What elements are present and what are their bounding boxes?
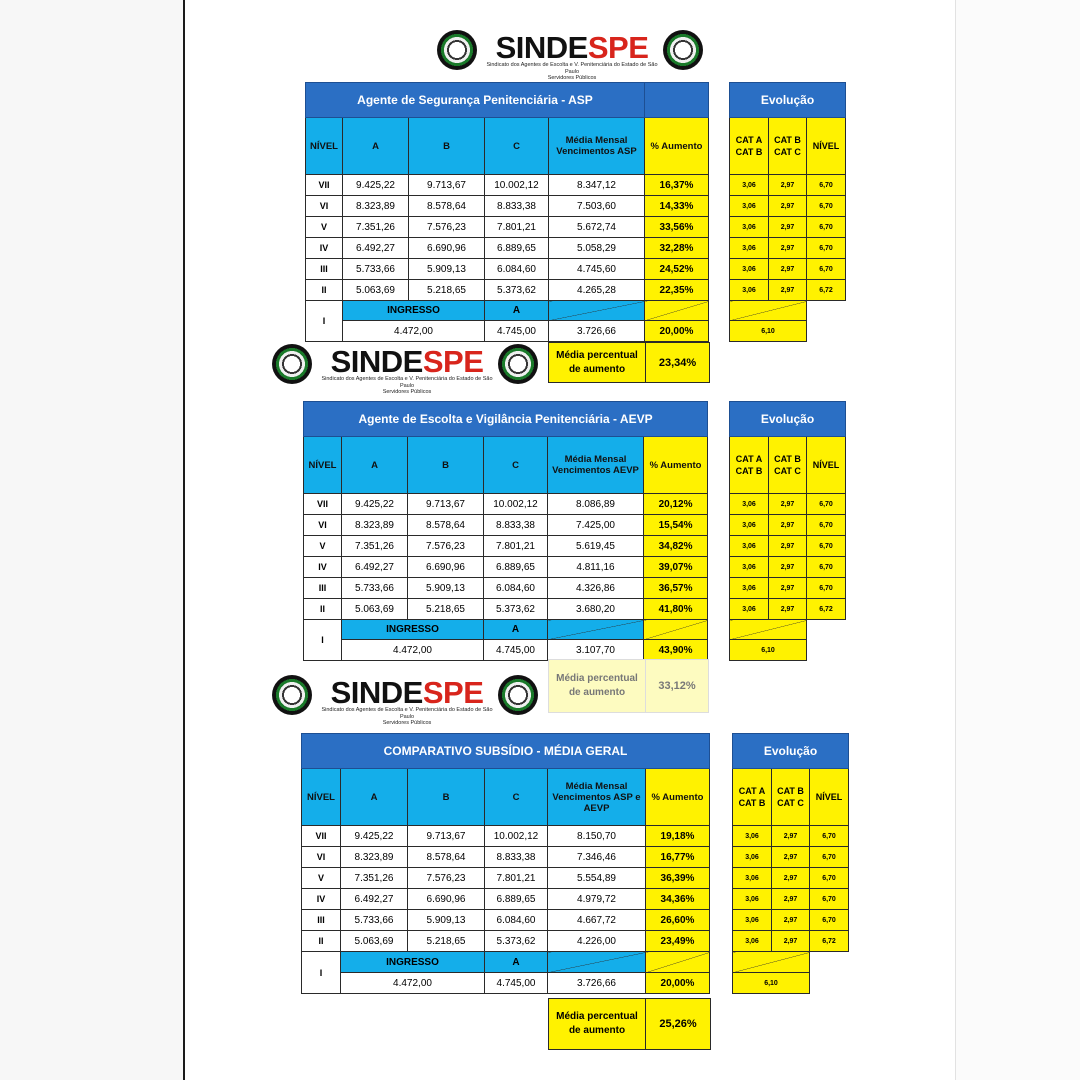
table-cell: I [302,952,341,994]
col-a-header: A [343,118,409,175]
table-title: Agente de Segurança Penitenciária - ASP [306,83,645,118]
table-cell: 4.745,00 [484,640,548,661]
table-header-cell: Evolução [733,734,849,769]
table-cell: 2,97 [769,515,807,536]
evolucao-table [729,401,846,661]
table-cell: V [306,217,343,238]
table-row [306,175,709,196]
table-cell: 6,70 [807,578,846,599]
table-row [304,494,708,515]
media-percentual-box: Média percentual de aumento 25,26% [548,998,711,1050]
table-cell: 6.084,60 [484,578,548,599]
table-header-cell: CAT A CAT B [730,118,769,175]
table-cell: 3,06 [730,217,769,238]
table-cell: 2,97 [769,175,807,196]
table-cell: INGRESSO [341,952,485,973]
table-cell: 7.503,60 [549,196,645,217]
table-cell: 7.576,23 [408,868,485,889]
table-cell: 2,97 [769,494,807,515]
table-cell: VII [302,826,341,847]
table-header-cell: B [408,437,484,494]
table-cell: 2,97 [769,536,807,557]
table-cell: 6.492,27 [341,889,408,910]
table-cell [807,301,846,321]
table-cell [645,301,709,321]
table-cell: 3,06 [730,196,769,217]
sindespe-logo [272,675,542,726]
table-cell: 5.733,66 [341,910,408,931]
table-cell: 6,70 [807,536,846,557]
table-cell: 36,39% [646,868,710,889]
table-header-cell: % Aumento [646,769,710,826]
logo-brand: SINDESPE [330,675,484,710]
table-header-cell: A [341,769,408,826]
evolucao-table [732,733,849,994]
table-header-cell: CAT B CAT C [772,769,810,826]
table-cell: 33,56% [645,217,709,238]
table-cell: II [304,599,342,620]
table-row [306,280,709,301]
evolucao-table [729,82,846,342]
page-left-margin [0,0,185,1080]
table-cell: INGRESSO [343,301,485,321]
table-cell: 7.346,46 [548,847,646,868]
table-header-cell: NÍVEL [304,437,342,494]
table-row [304,599,708,620]
table-cell: 2,97 [772,910,810,931]
table-header-cell [645,83,709,118]
table-cell: 5.063,69 [343,280,409,301]
table-cell: II [306,280,343,301]
table-header-cell: Evolução [730,402,846,437]
table-cell: 6,72 [807,280,846,301]
table-cell: 5.058,29 [549,238,645,259]
union-seal-icon [663,30,703,70]
table-cell: 8.833,38 [485,847,548,868]
table-cell: 4.472,00 [342,640,484,661]
table-cell: 3,06 [730,238,769,259]
col-media-header: Média Mensal Vencimentos ASP [549,118,645,175]
table-row [304,536,708,557]
table-cell: 7.351,26 [341,868,408,889]
table-row [304,557,708,578]
table-cell: 5.909,13 [408,578,484,599]
table-cell: III [306,259,343,280]
asp-salary-table [305,82,709,342]
table-cell: 2,97 [772,889,810,910]
table-cell: VII [306,175,343,196]
table-cell: 2,97 [769,280,807,301]
table-cell: 5.063,69 [342,599,408,620]
table-cell: II [302,931,341,952]
table-cell [807,640,846,661]
page-right-margin [955,0,1080,1080]
table-cell: 3,06 [733,868,772,889]
table-cell: 32,28% [645,238,709,259]
table-cell [807,620,846,640]
table-cell: 16,77% [646,847,710,868]
col-media-header: Média Mensal Vencimentos ASP e AEVP [548,769,646,826]
table-cell: 6,70 [810,847,849,868]
table-cell: 6.492,27 [342,557,408,578]
table-cell: 6,70 [807,196,846,217]
table-cell: 7.425,00 [548,515,644,536]
table-cell: 3,06 [733,826,772,847]
table-cell: 4.326,86 [548,578,644,599]
table-cell: 8.323,89 [342,515,408,536]
table-cell: 6,70 [807,259,846,280]
table-cell: IV [306,238,343,259]
table-cell: VI [302,847,341,868]
state-seal-icon [272,344,312,384]
table-title: Agente de Escolta e Vigilância Penitenciária - AEVP [304,402,708,437]
table-cell: 3,06 [730,494,769,515]
table-cell [644,620,708,640]
table-row [304,515,708,536]
table-cell: 4.811,16 [548,557,644,578]
table-cell: 7.801,21 [485,868,548,889]
logo-subtitle: Sindicato dos Agentes de Escolta e V. Penitenciária do Estado de São Paulo Servidores Públicos [321,707,493,726]
table-cell: 8.150,70 [548,826,646,847]
table-header-cell: C [484,437,548,494]
table-cell: 9.425,22 [341,826,408,847]
media-percentual-box: Média percentual de aumento 23,34% [548,342,710,383]
table-cell: 4.226,00 [548,931,646,952]
table-header-cell: NÍVEL [807,118,846,175]
table-cell: 2,97 [769,217,807,238]
table-cell: 7.576,23 [408,536,484,557]
table-cell: V [304,536,342,557]
table-cell: 8.347,12 [549,175,645,196]
table-cell: 6,70 [807,515,846,536]
state-seal-icon [272,675,312,715]
table-cell: 4.745,00 [485,321,549,342]
table-cell: 6,70 [807,217,846,238]
aevp-salary-table [303,401,708,661]
table-cell: 5.373,62 [485,280,549,301]
table-cell: 5.218,65 [408,931,485,952]
table-cell: 3,06 [730,280,769,301]
table-cell: V [302,868,341,889]
table-cell: A [484,620,548,640]
table-cell: 4.979,72 [548,889,646,910]
col-b-header: B [409,118,485,175]
table-cell: 5.218,65 [408,599,484,620]
table-cell: 6,10 [733,973,810,994]
logo-brand: SINDESPE [495,30,649,65]
table-cell: 5.672,74 [549,217,645,238]
table-cell: 9.713,67 [409,175,485,196]
comparativo-table [301,733,710,994]
table-row [306,259,709,280]
table-cell: 9.713,67 [408,826,485,847]
ingresso-row [302,952,710,973]
ingresso-values-row [306,321,709,342]
col-media-header: Média Mensal Vencimentos AEVP [548,437,644,494]
table-cell: 6,70 [810,868,849,889]
table-cell [646,952,710,973]
table-cell: 15,54% [644,515,708,536]
table-cell: 6,70 [807,494,846,515]
table-cell: 8.323,89 [341,847,408,868]
table-cell: 39,07% [644,557,708,578]
table-cell: 3,06 [730,536,769,557]
table-cell: 8.578,64 [409,196,485,217]
table-header-cell: B [408,769,485,826]
table-cell: 7.576,23 [409,217,485,238]
table-cell: 9.425,22 [342,494,408,515]
table-row [302,910,710,931]
table-header-cell: C [485,769,548,826]
table-cell: 4.667,72 [548,910,646,931]
table-header-cell: CAT A CAT B [730,437,769,494]
table-cell: A [485,301,549,321]
table-header-cell: NÍVEL [810,769,849,826]
logo-brand: SINDESPE [330,344,484,379]
table-cell [730,301,807,321]
table-cell: 2,97 [772,868,810,889]
table-cell: 4.745,60 [549,259,645,280]
table-cell: 43,90% [644,640,708,661]
table-cell: 41,80% [644,599,708,620]
table-cell: 6.889,65 [485,238,549,259]
table-cell: 20,00% [645,321,709,342]
table-cell: 3,06 [730,578,769,599]
table-cell [733,952,810,973]
table-cell: 5.373,62 [485,931,548,952]
table-row [302,868,710,889]
table-cell: 3,06 [733,847,772,868]
ingresso-values-row [304,640,708,661]
table-cell: 5.554,89 [548,868,646,889]
table-cell: 23,49% [646,931,710,952]
table-header-cell: Evolução [730,83,846,118]
table-cell: 4.472,00 [343,321,485,342]
table-cell: 26,60% [646,910,710,931]
table-cell: 3,06 [730,175,769,196]
table-cell: 3,06 [730,515,769,536]
table-row [302,931,710,952]
table-cell: 5.218,65 [409,280,485,301]
table-cell [549,301,645,321]
table-cell: 9.713,67 [408,494,484,515]
table-cell: 5.619,45 [548,536,644,557]
table-cell: 2,97 [769,578,807,599]
table-cell: 2,97 [772,826,810,847]
table-cell: 8.323,89 [343,196,409,217]
col-nivel-header: NÍVEL [306,118,343,175]
table-cell: 7.801,21 [484,536,548,557]
table-cell: A [485,952,548,973]
table-cell: 10.002,12 [484,494,548,515]
table-cell: 3.726,66 [549,321,645,342]
table-row [302,847,710,868]
table-cell: 2,97 [769,196,807,217]
table-cell: 22,35% [645,280,709,301]
table-cell: 5.733,66 [343,259,409,280]
table-cell: 19,18% [646,826,710,847]
table-cell: 10.002,12 [485,175,549,196]
table-header-cell: CAT B CAT C [769,437,807,494]
table-cell: 6.690,96 [408,889,485,910]
table-cell: IV [302,889,341,910]
table-cell [807,321,846,342]
state-seal-icon [437,30,477,70]
table-header-cell: NÍVEL [302,769,341,826]
table-header-cell: % Aumento [644,437,708,494]
table-cell: 5.373,62 [484,599,548,620]
table-cell: 2,97 [772,931,810,952]
table-cell [730,620,807,640]
table-cell: 3.680,20 [548,599,644,620]
table-cell: 4.472,00 [341,973,485,994]
media-percentual-box: Média percentual de aumento 33,12% [548,659,709,713]
table-cell: 3,06 [733,931,772,952]
table-cell: 2,97 [769,238,807,259]
table-cell: 4.265,28 [549,280,645,301]
col-c-header: C [485,118,549,175]
sindespe-logo [272,344,542,395]
logo-subtitle: Sindicato dos Agentes de Escolta e V. Penitenciária do Estado de São Paulo Servidores Públicos [486,62,658,81]
table-cell: VII [304,494,342,515]
table-cell: 6,70 [810,889,849,910]
table-cell [548,952,646,973]
union-seal-icon [498,344,538,384]
table-cell: 6.690,96 [409,238,485,259]
table-cell [810,973,849,994]
table-cell: I [304,620,342,661]
table-cell: 6.889,65 [484,557,548,578]
table-cell: 2,97 [769,557,807,578]
table-cell: 6,72 [810,931,849,952]
table-cell: I [306,301,343,342]
ingresso-row [304,620,708,640]
table-cell: 6,70 [807,238,846,259]
table-cell: INGRESSO [342,620,484,640]
table-row [306,196,709,217]
sindespe-logo [437,30,707,81]
table-cell: 3,06 [730,599,769,620]
table-cell: 6,10 [730,640,807,661]
table-cell: 2,97 [769,599,807,620]
table-cell: IV [304,557,342,578]
table-cell: 8.578,64 [408,515,484,536]
table-cell: 3,06 [733,910,772,931]
table-cell: 20,12% [644,494,708,515]
table-cell [810,952,849,973]
table-cell: VI [304,515,342,536]
table-cell: 10.002,12 [485,826,548,847]
table-cell: 7.801,21 [485,217,549,238]
table-cell: 6.889,65 [485,889,548,910]
table-cell: 4.745,00 [485,973,548,994]
table-header-cell: CAT A CAT B [733,769,772,826]
table-cell: 6,70 [810,826,849,847]
table-cell: 8.578,64 [408,847,485,868]
table-cell: 24,52% [645,259,709,280]
table-cell: 6,70 [807,557,846,578]
table-cell: 3,06 [733,889,772,910]
table-cell: 6.084,60 [485,259,549,280]
table-cell: 34,36% [646,889,710,910]
table-cell: 5.909,13 [409,259,485,280]
table-cell: 36,57% [644,578,708,599]
table-cell: 8.833,38 [485,196,549,217]
table-cell: 7.351,26 [343,217,409,238]
col-pct-header: % Aumento [645,118,709,175]
table-cell: 34,82% [644,536,708,557]
table-cell: 3,06 [730,259,769,280]
table-header-cell: A [342,437,408,494]
table-title: COMPARATIVO SUBSÍDIO - MÉDIA GERAL [302,734,710,769]
table-cell: 9.425,22 [343,175,409,196]
table-cell [548,620,644,640]
table-header-cell: CAT B CAT C [769,118,807,175]
table-cell: 3,06 [730,557,769,578]
table-row [302,889,710,910]
table-cell: 3.726,66 [548,973,646,994]
table-cell: 16,37% [645,175,709,196]
table-cell: 5.733,66 [342,578,408,599]
table-cell: 2,97 [769,259,807,280]
table-header-cell: NÍVEL [807,437,846,494]
table-cell: 6.690,96 [408,557,484,578]
table-cell: VI [306,196,343,217]
table-cell: 20,00% [646,973,710,994]
ingresso-row [306,301,709,321]
table-cell: 6.492,27 [343,238,409,259]
table-cell: 8.833,38 [484,515,548,536]
table-row [306,238,709,259]
logo-subtitle: Sindicato dos Agentes de Escolta e V. Penitenciária do Estado de São Paulo Servidores Públicos [321,376,493,395]
table-cell: 8.086,89 [548,494,644,515]
union-seal-icon [498,675,538,715]
table-cell: 6,70 [810,910,849,931]
table-row [304,578,708,599]
table-row [302,826,710,847]
table-cell: III [304,578,342,599]
table-cell: III [302,910,341,931]
table-cell: 6,72 [807,599,846,620]
table-cell: 5.063,69 [341,931,408,952]
table-cell: 14,33% [645,196,709,217]
table-cell: 6,10 [730,321,807,342]
table-cell: 6,70 [807,175,846,196]
table-cell: 3.107,70 [548,640,644,661]
table-cell: 7.351,26 [342,536,408,557]
table-cell: 2,97 [772,847,810,868]
table-cell: 5.909,13 [408,910,485,931]
ingresso-values-row [302,973,710,994]
table-cell: 6.084,60 [485,910,548,931]
table-row [306,217,709,238]
